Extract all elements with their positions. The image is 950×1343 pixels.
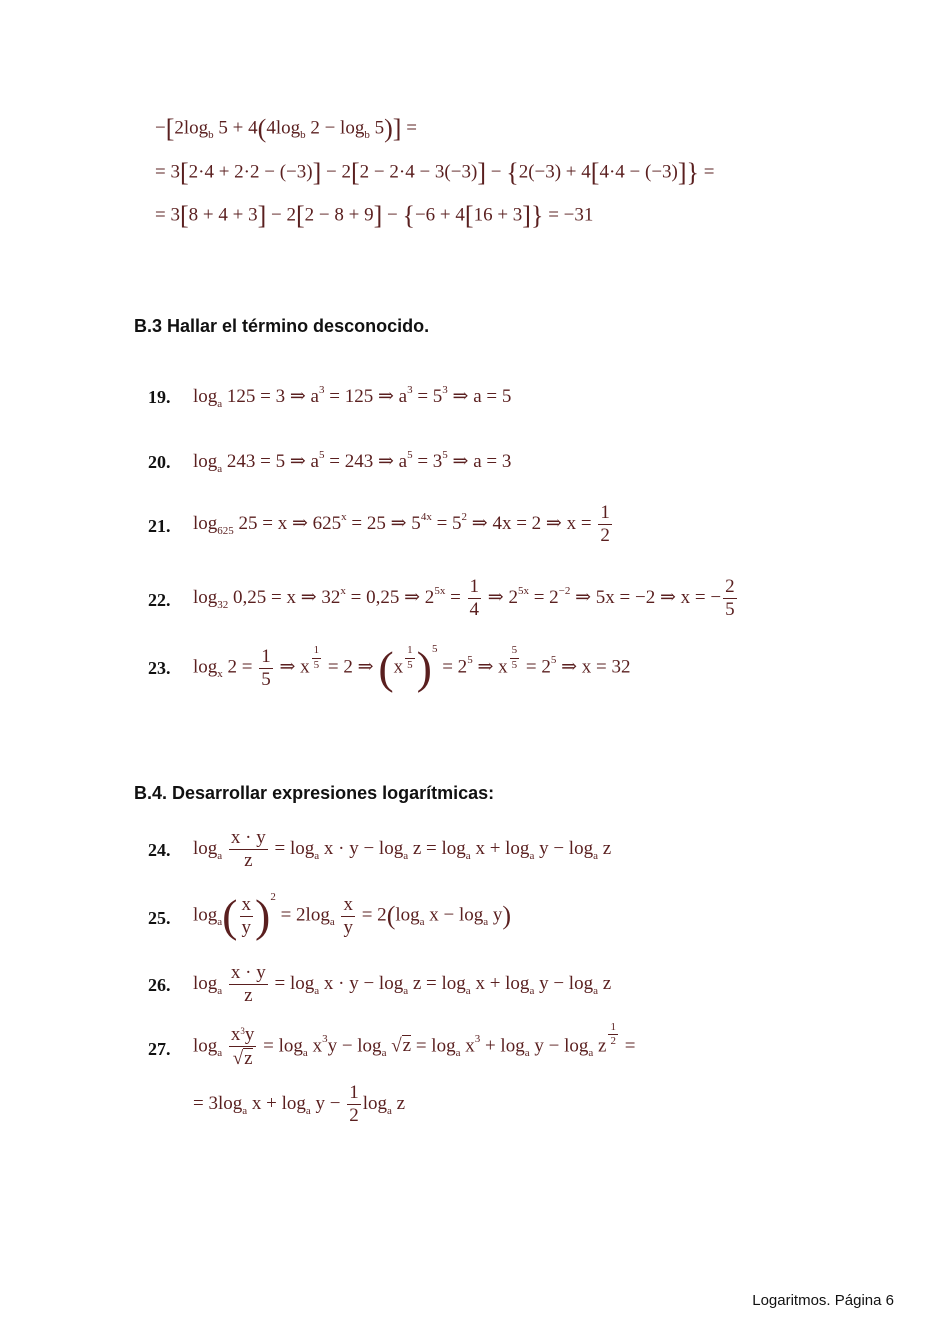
section-b4-title: B.4. Desarrollar expresiones logarítmicas: (134, 783, 495, 803)
problem-20-expression: $\log_a 243 = 5$ ⇒ $a^5 = 243$ ⇒ $a^5 = 3^5$ ⇒ a = 3 (193, 449, 512, 475)
section-b3-title: B.3 Hallar el término desconocido. (134, 316, 430, 336)
problem-number-19: 19. (148, 387, 171, 407)
problem-27-expression-line-2: = $3\log_a$ $x + \log_a y$ − $\frac{1}{2}$ $\log_a z$ (193, 1082, 406, 1126)
footer-label: Logaritmos. Página (752, 1292, 882, 1309)
problem-number-25: 25. (148, 908, 171, 928)
problem-number-26: 26. (148, 975, 171, 995)
problem-26-expression: $\log_a$ $\frac{x \cdot y}{z}$ = $\log_a x \cdot y - \log_a z = \log_a x + \log_a y - \log_a z$ (193, 962, 612, 1006)
problem-number-24: 24. (148, 840, 171, 860)
problem-23-expression: $\log_x 2$ = $\frac{1}{5}$ ⇒ x $\frac{1}{5}$ = 2 ⇒ (x $\frac{1}{5}$ )$^5 = 2^5$ ⇒ x $\frac{5}{5}$ = $2^5$ ⇒ x = 32 (193, 642, 631, 693)
problem-number-21: 21. (148, 516, 171, 536)
problem-25-expression: $\log_a$( $\frac{x}{y}$ )$^2 = 2\log_a$ $\frac{x}{y}$ = $2(\log_a$ $x - \log_a y$) (193, 890, 512, 941)
page-footer (752, 1292, 894, 1309)
continuation-line-3: = 3[8 + 4 + 3] − 2[2 − 8 + 9] − {−6 + 4[16 + 3]} = −31 (155, 201, 594, 230)
problem-27-expression-line-1: $\log_a$ $\frac{x^3y}{√z}$ = $\log_a x^3y - \log_a √z = \log_a x^3 + \log_a y - \log_a z$ $\frac{1}{2}$ = (193, 1020, 636, 1069)
problem-number-23: 23. (148, 658, 171, 678)
problem-24-expression: $\log_a$ $\frac{x \cdot y}{z}$ = $\log_a x \cdot y - \log_a z = \log_a x + \log_a y - \log_a z$ (193, 827, 612, 871)
continuation-line-2: = 3[2·4 + 2·2 − (−3)] − 2[2 − 2·4 − 3(−3)] − {2(−3) + 4[4·4 − (−3)]} = (155, 158, 715, 187)
problem-number-27: 27. (148, 1039, 171, 1059)
problem-21-expression: $\log_{625} 25 = x$ ⇒ $625^x = 25$ ⇒ $5^{4x} = 5^2$ ⇒ 4x = 2 ⇒ x = $\frac{1}{2}$ (193, 502, 610, 546)
problem-22-expression: $\log_{32} 0,25 = x$ ⇒ $32^x = 0,25$ ⇒ $2^{5x}$ = $\frac{1}{4}$ ⇒ $2^{5x} = 2^{-2}$ ⇒ 5x = −2 ⇒ x = − $\frac{2}{5}$ (193, 576, 735, 620)
problem-number-22: 22. (148, 590, 171, 610)
problem-number-20: 20. (148, 452, 171, 472)
continuation-line-1: $-[2\log_b$ $5 + 4(4\log_b$ $2 - \log_b 5$)] = (155, 114, 417, 143)
page-number: 6 (885, 1292, 894, 1309)
problem-19-expression: $\log_a 125 = 3$ ⇒ $a^3 = 125$ ⇒ $a^3 = 5^3$ ⇒ a = 5 (193, 384, 512, 410)
